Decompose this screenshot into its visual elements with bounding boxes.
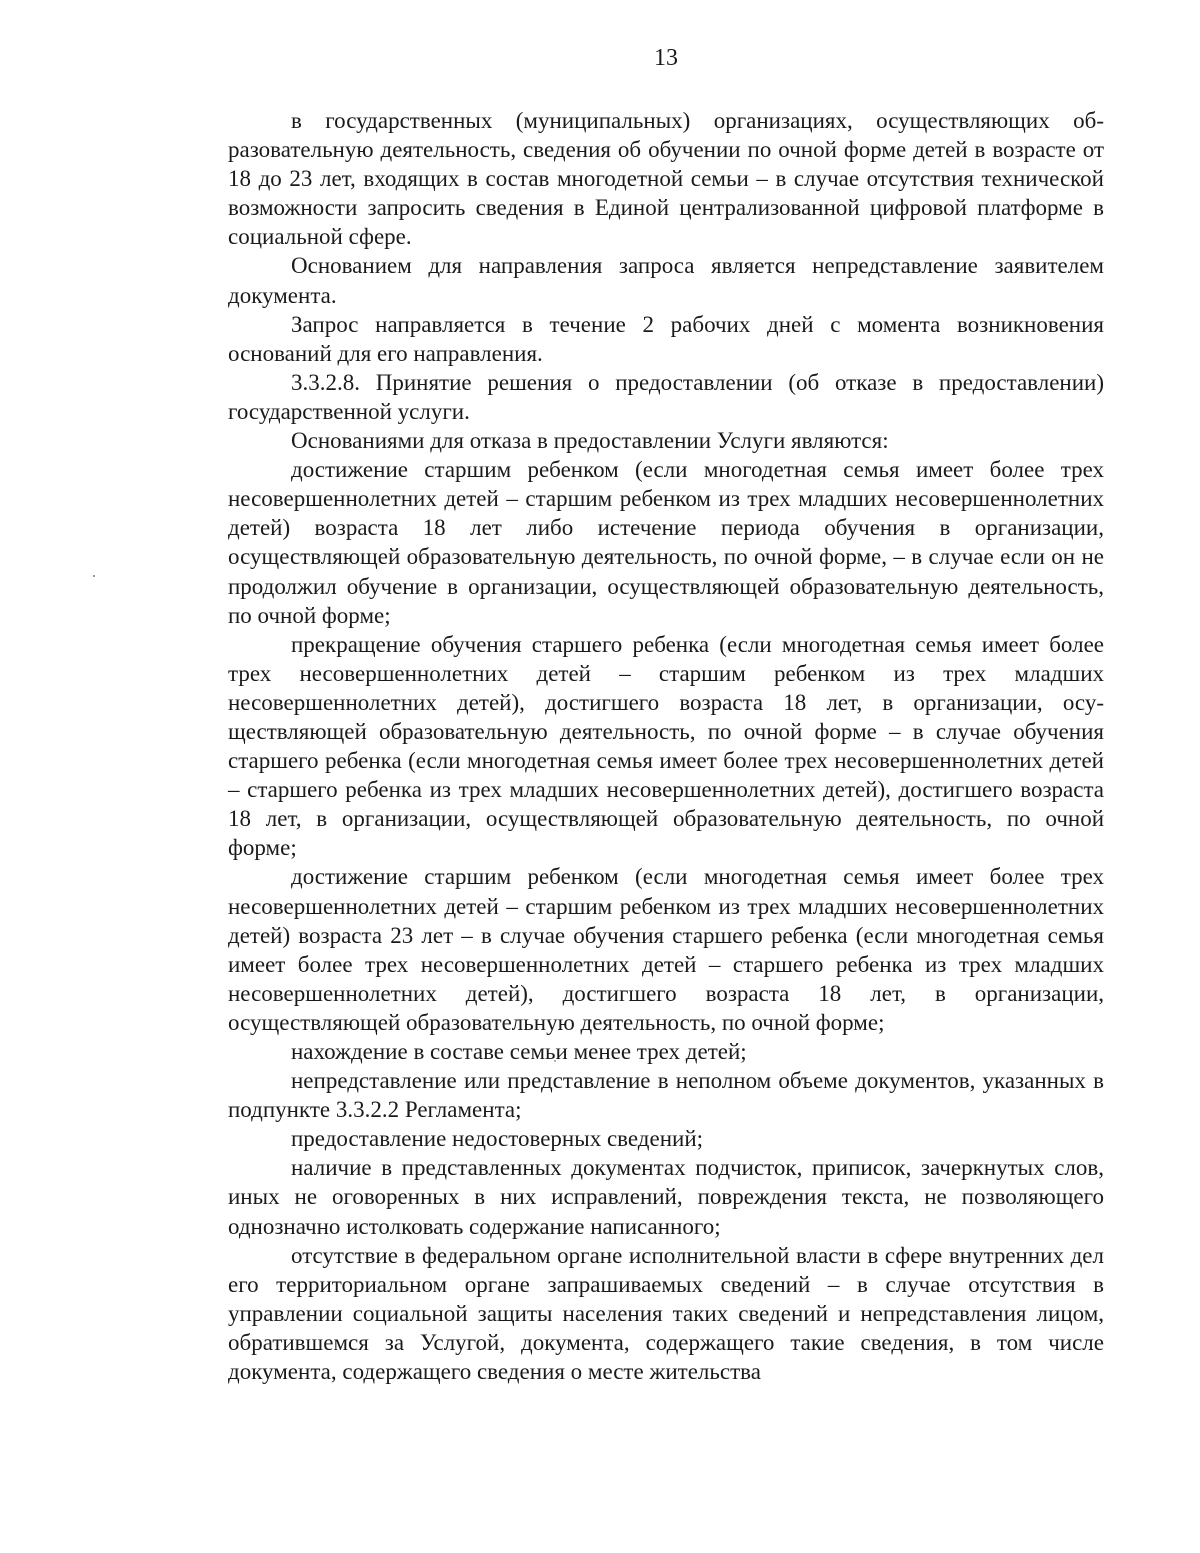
paragraph: Запрос направляется в течение 2 рабочих дней с момента возникновения оснований для его направления. xyxy=(228,311,1104,366)
list-item: отсутствие в федеральном органе исполнительной власти в сфере внутренних дел его территориальном органе запрашиваемых сведений – в случае отсутствия в управлении социальной защиты населения таких сведений и непредставления лицом, обратившемся за Услугой, документа, содержащего такие сведения, в том числе документа, содержащего сведения о месте жительства xyxy=(228,1242,1104,1385)
scan-dust-mark xyxy=(93,575,95,577)
list-item: непредставление или представление в неполном объеме документов, указанных в подпункте 3.3.2.2 Регламента; xyxy=(228,1068,1104,1123)
page-number: 13 xyxy=(654,45,678,71)
list-item: достижение старшим ребенком (если многодетная семья имеет более трех несовершеннолетних детей – старшим ребенком из трех младших несовершеннолетних детей) возраста 23 лет – в случае обучения старшего ребенка (если многодетная семья имеет более трех несовершеннолетних детей – старшего ребенка из трех младших несовершеннолетних детей), достигшего возраста 18 лет, в организации, осуществляющей образовательную деятельность, по очной форме; xyxy=(228,864,1104,1035)
list-item: наличие в представленных документах подчисток, приписок, зачеркнутых слов, иных не оговоренных в них исправлений, повреждения текста, не позволяющего однозначно истолковать содержание написанного; xyxy=(228,1155,1104,1239)
list-item: предоставление недостоверных сведений; xyxy=(291,1126,704,1152)
paragraph: в государственных (муниципальных) организациях, осуществляющих образовательную деятельность, сведения об обучении по очной форме детей в возрасте от 18 до 23 лет, входящих в состав многодетной семьи – в случае отсутствия технической возможности запросить сведения в Единой централизованной цифровой платформе в социальной сфере. xyxy=(228,108,1104,250)
list-item: нахождение в составе семьи менее трех детей; xyxy=(291,1039,747,1064)
document-body xyxy=(228,106,1104,1386)
paragraph: Основанием для направления запроса является непредставление заявителем документа. xyxy=(228,253,1104,308)
paragraph: 3.3.2.8. Принятие решения о предоставлении (об отказе в предоставлении) государственной услуги. xyxy=(228,369,1104,424)
list-item: достижение старшим ребенком (если многодетная семья имеет более трех несовершеннолетних детей – старшим ребенком из трех младших несовершеннолетних детей) возраста 18 лет либо истечение периода обучения в организации, осуществляющей образовательную деятельность, по очной форме, – в случае если он не продолжил обучение в организации, осуществляющей образовательную деятельность, по очной форме; xyxy=(228,457,1104,628)
list-item: прекращение обучения старшего ребенка (если многодетная семья имеет более трех несовершеннолетних детей – старшим ребенком из трех младших несовершеннолетних детей), достигшего возраста 18 лет, в организации, осуществляющей образовательную деятельность, по очной форме – в случае обучения старшего ребенка (если многодетная семья имеет более трех несовершеннолетних детей – старшего ребенка из трех младших несовершеннолетних детей), достигшего возраста 18 лет, в организации, осуществляющей образовательную деятельность, по очной форме; xyxy=(228,631,1104,861)
paragraph: Основаниями для отказа в предоставлении Услуги являются: xyxy=(291,428,889,454)
